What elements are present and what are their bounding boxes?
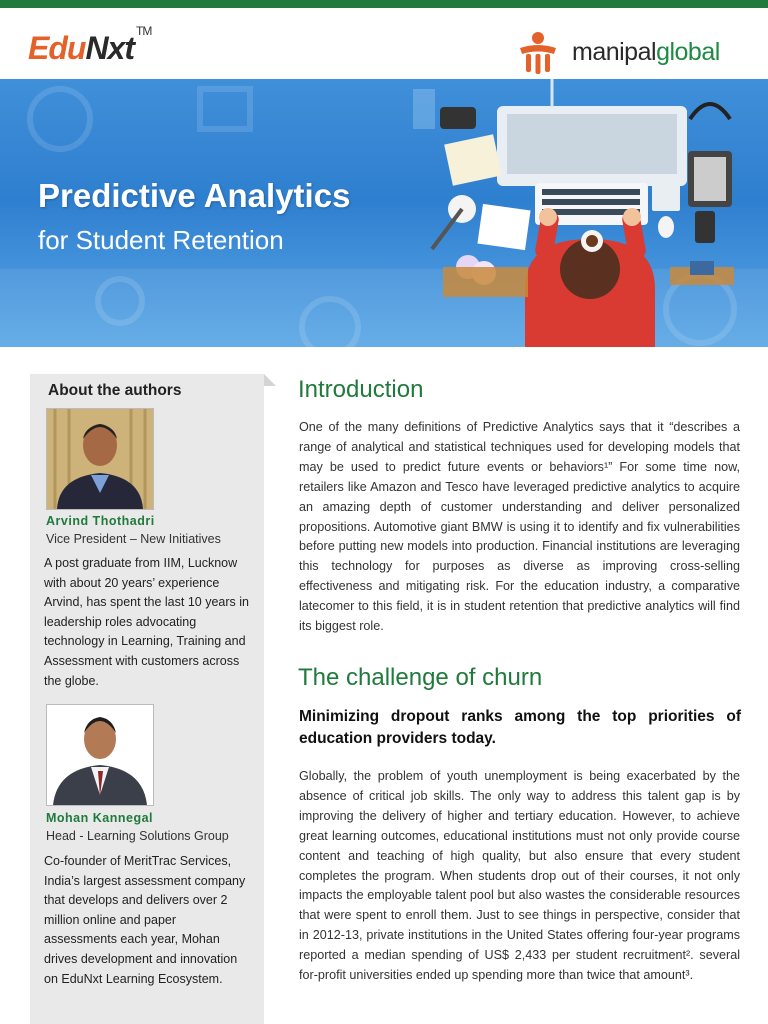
manipal-logo-icon xyxy=(518,30,558,76)
sidebar-corner-fold xyxy=(264,374,276,386)
author-photo-mohan xyxy=(46,704,154,806)
author-bio-mohan: Co-founder of MeritTrac Services, India’s largest assessment company that develops and delivers over 2 million online and paper assessments each year, Mohan drives development and innovation on EduNxt Learning Ecosystem. xyxy=(44,854,246,986)
authors-heading: About the authors xyxy=(48,382,182,399)
churn-subheading: Minimizing dropout ranks among the top priorities of education providers today. xyxy=(299,708,741,747)
author-photo-arvind xyxy=(46,408,154,510)
introduction-paragraph: One of the many definitions of Predictive Analytics says that it “describes a range of analytical and statistical techniques used for developing models that may be used to predict future events or behaviors¹” For some time now, retailers like Amazon and Tesco have leveraged predictive analytics to acquire an amazing depth of customer understanding and deliver personalized propositions. Automotive giant BMW is using it to identify and fix vulnerabilities before putting new models into production. Financial institutions are leveraging this technology for purposes as diverse as improving cross-selling effectiveness and mitigating risk. For the education industry, a comparative latecomer to this field, it is in student retention that predictive analytics will find its biggest role. xyxy=(299,420,740,634)
churn-paragraph: Globally, the problem of youth unemployment is being exacerbated by the absence of critical job skills. The only way to address this talent gap is by improving the delivery of higher and tertiary education. However, to achieve great learning outcomes, educational institutions must not only provide course content and teaching of high quality, but also ensure that every student completes the program. When students drop out of their courses, it not only impacts the employable talent pool but also wastes the considerable resources that were spent to enroll them. Just to see things in perspective, consider that in 2012-13, private institutions in the United States offering four-year programs reported a median spending of US$ 2,433 per student recruitment². several for-profit universities ended up spending more than twice that amount³. xyxy=(299,769,740,983)
author-bio-arvind: A post graduate from IIM, Lucknow with about 20 years’ experience Arvind, has spent the last 10 years in leadership roles advocating technology in Learning, Training and Assessment with customers across the globe. xyxy=(44,556,249,688)
edunxt-logo[interactable]: EduNxt ™ xyxy=(28,24,152,66)
churn-heading: The challenge of churn xyxy=(298,664,543,691)
introduction-heading: Introduction xyxy=(298,376,424,403)
author-role-arvind: Vice President – New Initiatives xyxy=(46,532,221,546)
authors-sidebar xyxy=(30,374,264,1024)
page-header xyxy=(0,8,768,79)
manipalglobal-logo[interactable]: manipalglobal xyxy=(572,38,720,66)
top-accent-bar xyxy=(0,0,768,8)
banner-title: Predictive Analytics xyxy=(38,177,351,214)
hero-banner xyxy=(0,79,768,347)
author-name-arvind: Arvind Thothadri xyxy=(46,514,155,528)
author-role-mohan: Head - Learning Solutions Group xyxy=(46,829,229,843)
author-name-mohan: Mohan Kannegal xyxy=(46,811,154,825)
banner-subtitle: for Student Retention xyxy=(38,225,284,255)
